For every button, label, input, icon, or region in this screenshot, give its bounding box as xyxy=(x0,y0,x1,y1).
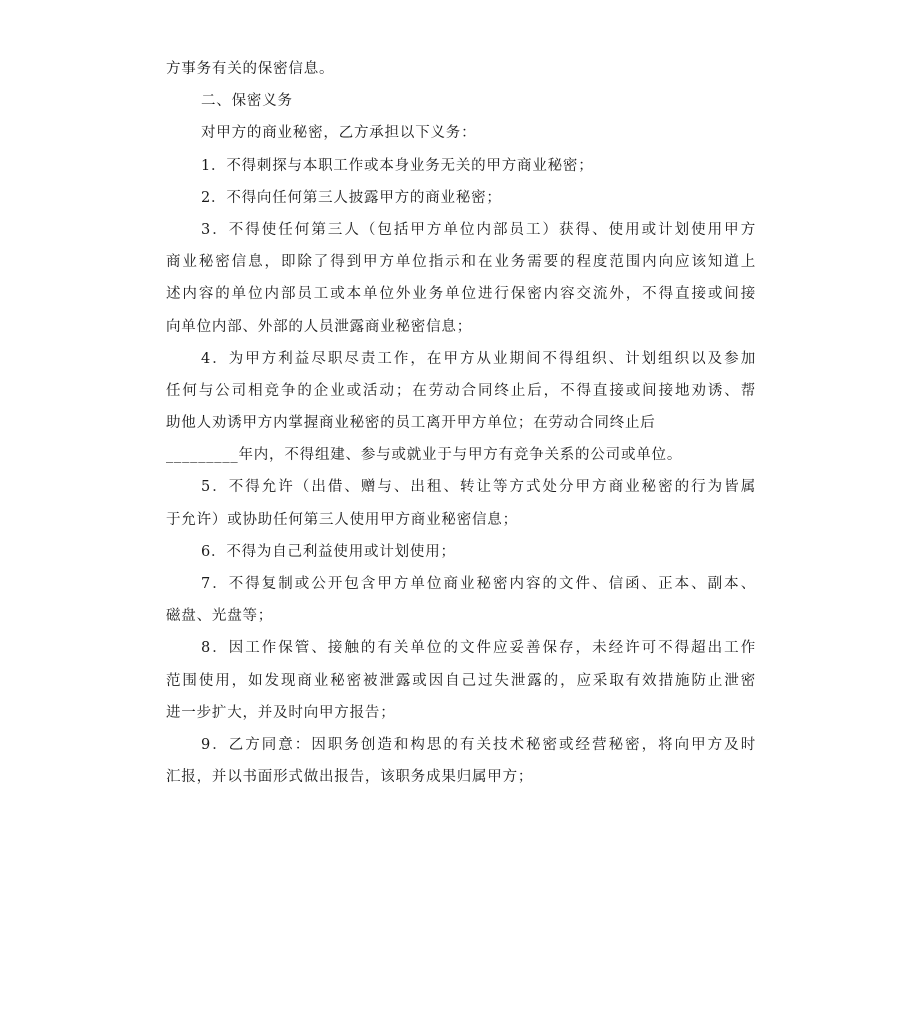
text-line: 于允许）或协助任何第三人使用甲方商业秘密信息； xyxy=(166,511,518,528)
text-line: 对甲方的商业秘密，乙方承担以下义务： xyxy=(201,125,477,142)
document-body xyxy=(166,53,756,793)
document-page xyxy=(166,53,756,793)
text-line: 磁盘、光盘等； xyxy=(166,608,274,625)
clause-2: 2．不得向任何第三人披露甲方的商业秘密； xyxy=(201,189,502,206)
clause-1: 1．不得刺探与本职工作或本身业务无关的甲方商业秘密； xyxy=(201,157,594,174)
clause-4: 4．为甲方利益尽职尽责工作，在甲方从业期间不得组织、计划组织以及参加 xyxy=(201,350,757,367)
clause-3: 3．不得使任何第三人（包括甲方单位内部员工）获得、使用或计划使用甲方 xyxy=(201,221,757,238)
section-heading: 二、保密义务 xyxy=(201,93,293,110)
text-line: 方事务有关的保密信息。 xyxy=(166,61,335,77)
text-line: 进一步扩大，并及时向甲方报告； xyxy=(166,704,396,721)
text-line: 汇报，并以书面形式做出报告，该职务成果归属甲方； xyxy=(166,769,534,786)
clause-8: 8．因工作保管、接触的有关单位的文件应妥善保存，未经许可不得超出工作 xyxy=(201,640,757,657)
text-line: 范围使用，如发现商业秘密被泄露或因自己过失泄露的，应采取有效措施防止泄密 xyxy=(166,672,756,689)
text-line: 任何与公司相竞争的企业或活动；在劳动合同终止后，不得直接或间接地劝诱、帮 xyxy=(166,382,756,399)
text-line: 助他人劝诱甲方内掌握商业秘密的员工离开甲方单位；在劳动合同终止后 xyxy=(166,415,656,432)
text-line: _________年内，不得组建、参与或就业于与甲方有竞争关系的公司或单位。 xyxy=(166,447,683,464)
clause-5: 5．不得允许（出借、赠与、出租、转让等方式处分甲方商业秘密的行为皆属 xyxy=(201,479,757,496)
clause-6: 6．不得为自己利益使用或计划使用； xyxy=(201,543,456,560)
text-line: 向单位内部、外部的人员泄露商业秘密信息； xyxy=(166,318,472,335)
clause-9: 9．乙方同意：因职务创造和构思的有关技术秘密或经营秘密，将向甲方及时 xyxy=(201,736,757,753)
text-line: 述内容的单位内部员工或本单位外业务单位进行保密内容交流外，不得直接或间接 xyxy=(166,286,756,303)
clause-7: 7．不得复制或公开包含甲方单位商业秘密内容的文件、信函、正本、副本、 xyxy=(201,576,757,592)
text-line: 商业秘密信息，即除了得到甲方单位指示和在业务需要的程度范围内向应该知道上 xyxy=(166,254,756,271)
